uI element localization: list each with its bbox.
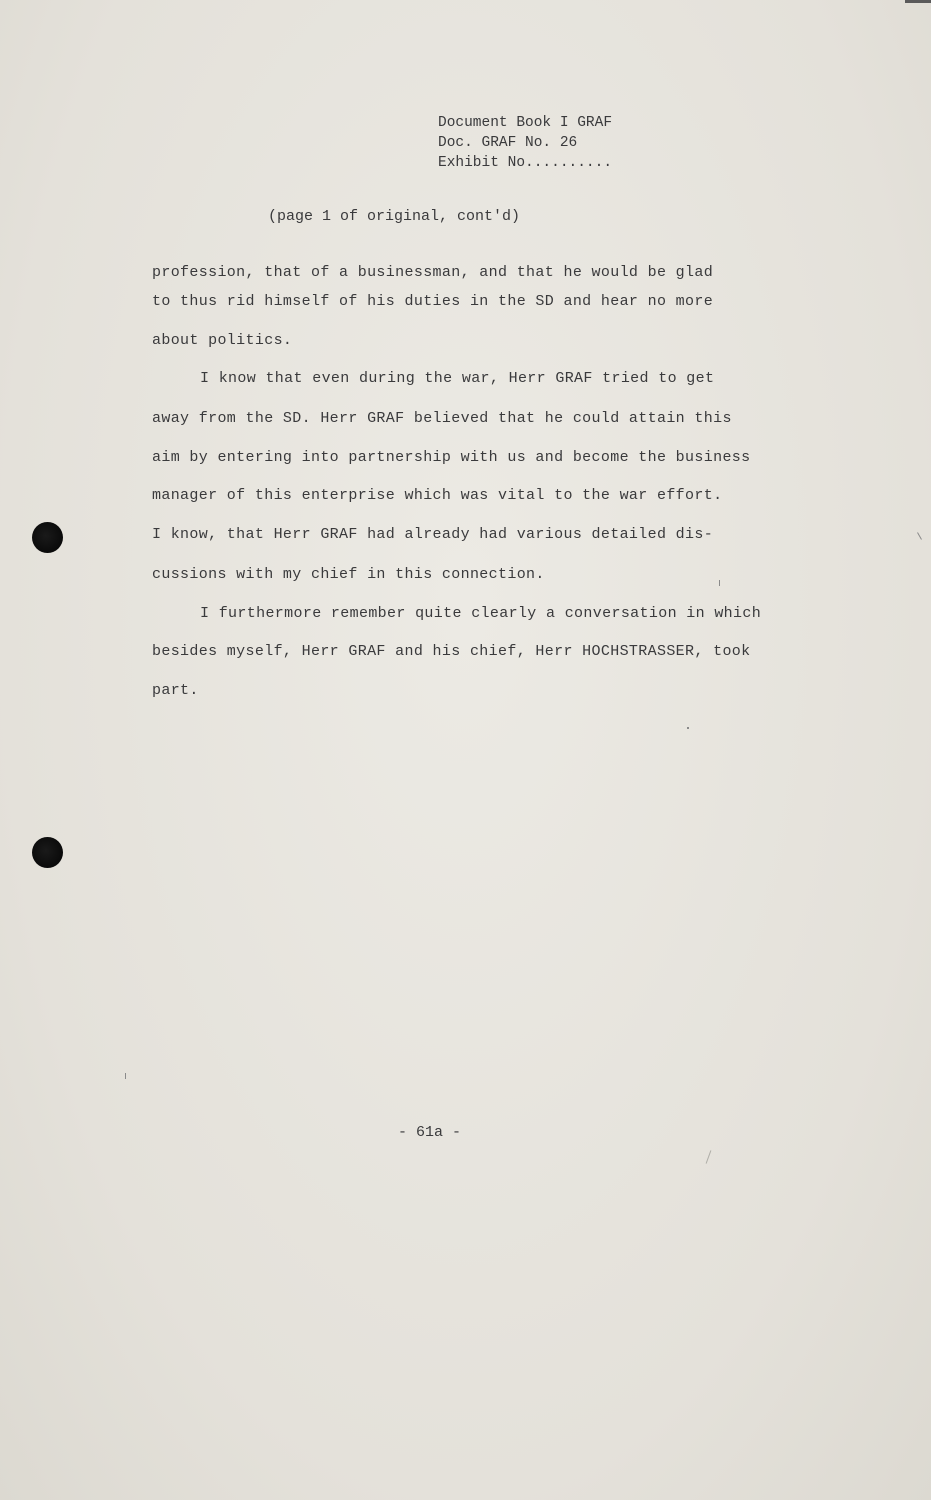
paper-speck	[125, 1073, 126, 1079]
page-number: - 61a -	[398, 1124, 462, 1141]
paper-speck	[687, 727, 689, 729]
punch-hole-icon	[32, 837, 63, 868]
paper-speck	[917, 532, 922, 539]
document-book-line: Document Book I GRAF	[438, 115, 613, 131]
body-line: I furthermore remember quite clearly a conversation in which	[200, 605, 762, 622]
exhibit-line: Exhibit No..........	[438, 155, 613, 171]
body-line: manager of this enterprise which was vital to the war effort.	[152, 487, 723, 504]
body-line: part.	[152, 682, 199, 699]
document-header	[438, 113, 612, 173]
body-line: besides myself, Herr GRAF and his chief, Herr HOCHSTRASSER, took	[152, 643, 751, 660]
body-line: about politics.	[152, 332, 293, 349]
doc-number-line: Doc. GRAF No. 26	[438, 135, 578, 151]
page-reference: (page 1 of original, cont'd)	[268, 208, 521, 225]
paper-speck	[706, 1150, 712, 1163]
paper-speck	[719, 580, 720, 586]
body-line: profession, that of a businessman, and that he would be glad	[152, 264, 714, 281]
punch-hole-icon	[32, 522, 63, 553]
edge-mark	[905, 0, 931, 3]
body-line: away from the SD. Herr GRAF believed that he could attain this	[152, 410, 732, 427]
body-line: I know, that Herr GRAF had already had various detailed dis-	[152, 526, 714, 543]
body-line: I know that even during the war, Herr GRAF tried to get	[200, 370, 715, 387]
body-line: cussions with my chief in this connection.	[152, 566, 545, 583]
body-line: aim by entering into partnership with us and become the business	[152, 449, 751, 466]
body-line: to thus rid himself of his duties in the SD and hear no more	[152, 293, 714, 310]
